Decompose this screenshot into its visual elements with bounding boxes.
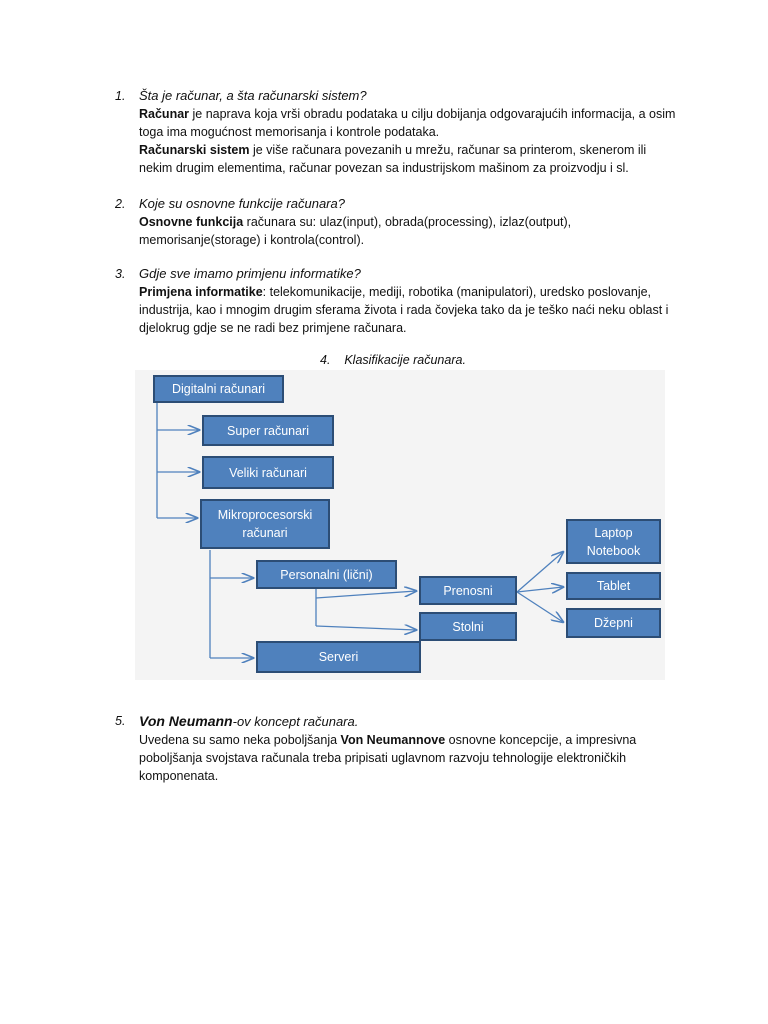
arrow-to-prenosni — [316, 591, 416, 598]
answer-text-pre: Uvedena su samo neka poboljšanja — [139, 733, 341, 747]
box-label: Personalni (lični) — [280, 567, 373, 582]
term-bold: Von Neumannove — [340, 733, 446, 747]
box-veliki-racunari — [202, 456, 334, 489]
question-number: 5. — [115, 714, 126, 728]
question-title-bold: Von Neumann — [139, 713, 233, 729]
arrow-to-tablet — [517, 587, 563, 592]
classification-diagram — [135, 370, 665, 680]
question-4 — [320, 353, 466, 367]
answer-text: : telekomunikacije, mediji, robotika (manipulatori), uredsko poslovanje, industrija, kao i mnogim drugim sferama života i rada čovjeka tako da je teško naći neku oblast i djelokrug gdje se ne radi bez primjene računara. — [139, 285, 669, 335]
box-label-line2: Notebook — [586, 543, 641, 558]
answer-paragraph — [139, 731, 679, 785]
question-number: 2. — [115, 197, 126, 211]
box-label: Super računari — [227, 423, 309, 438]
box-serveri — [256, 641, 421, 673]
box-label: Džepni — [594, 616, 633, 630]
box-label: Digitalni računari — [171, 382, 266, 396]
answer-paragraph — [139, 283, 679, 337]
box-label: Prenosni — [443, 583, 493, 598]
question-number: 4. — [320, 353, 331, 367]
question-title: Klasifikacije računara. — [344, 353, 466, 367]
box-label: Stolni — [452, 619, 484, 634]
box-super-racunari — [202, 415, 334, 446]
term-bold: Primjena informatike — [139, 285, 263, 299]
box-laptop-notebook — [566, 519, 661, 564]
answer-paragraph — [139, 141, 679, 177]
arrow-to-stolni — [316, 626, 416, 630]
question-title-rest: -ov koncept računara. — [232, 714, 359, 729]
question-title — [139, 714, 358, 729]
box-prenosni — [419, 576, 517, 605]
answer-text: je više računara povezanih u mrežu, računar sa printerom, skenerom ili nekim drugim elementima, računar povezan sa industrijskom mašinom za proizvodju i sl. — [139, 143, 647, 175]
answer-paragraph — [139, 213, 679, 249]
box-label: Veliki računari — [229, 465, 307, 480]
term-bold: Računar — [139, 107, 190, 121]
box-label-line1: Mikroprocesorski — [217, 508, 313, 522]
term-bold: Računarski sistem — [139, 143, 250, 157]
answer-text: osnovne koncepcije, a impresivna poboljšanja svojstava računala treba pripisati uglavnom razvoju tehnologije elektroničkih komponenata. — [139, 733, 637, 783]
question-title: Gdje sve imamo primjenu informatike? — [139, 266, 361, 281]
box-personalni — [256, 560, 397, 589]
box-mikroprocesorski-racunari — [200, 499, 330, 549]
box-label-line2: računari — [242, 526, 288, 540]
answer-paragraph — [139, 105, 679, 141]
box-label: Serveri — [318, 650, 359, 664]
question-number: 3. — [115, 267, 126, 281]
answer-text: računara su: ulaz(input), obrada(processing), izlaz(output), memorisanje(storage) i kontrola(control). — [139, 215, 572, 247]
question-title: Šta je računar, a šta računarski sistem? — [139, 88, 367, 103]
question-title: Koje su osnovne funkcije računara? — [139, 196, 345, 211]
term-bold: Osnovne funkcija — [139, 215, 244, 229]
box-digitalni-racunari — [153, 375, 284, 403]
box-label-line1: Laptop — [594, 525, 633, 540]
box-tablet — [566, 572, 661, 600]
box-label: Tablet — [596, 579, 631, 593]
answer-text: je naprava koja vrši obradu podataka u cilju dobijanja odgovarajućih informacija, a osim toga ima mogućnost memorisanja i kontrole podataka. — [139, 107, 676, 139]
arrow-to-laptop — [517, 552, 563, 592]
box-dzepni — [566, 608, 661, 638]
question-number: 1. — [115, 89, 126, 103]
arrow-to-dzepni — [517, 592, 563, 622]
box-stolni — [419, 612, 517, 641]
